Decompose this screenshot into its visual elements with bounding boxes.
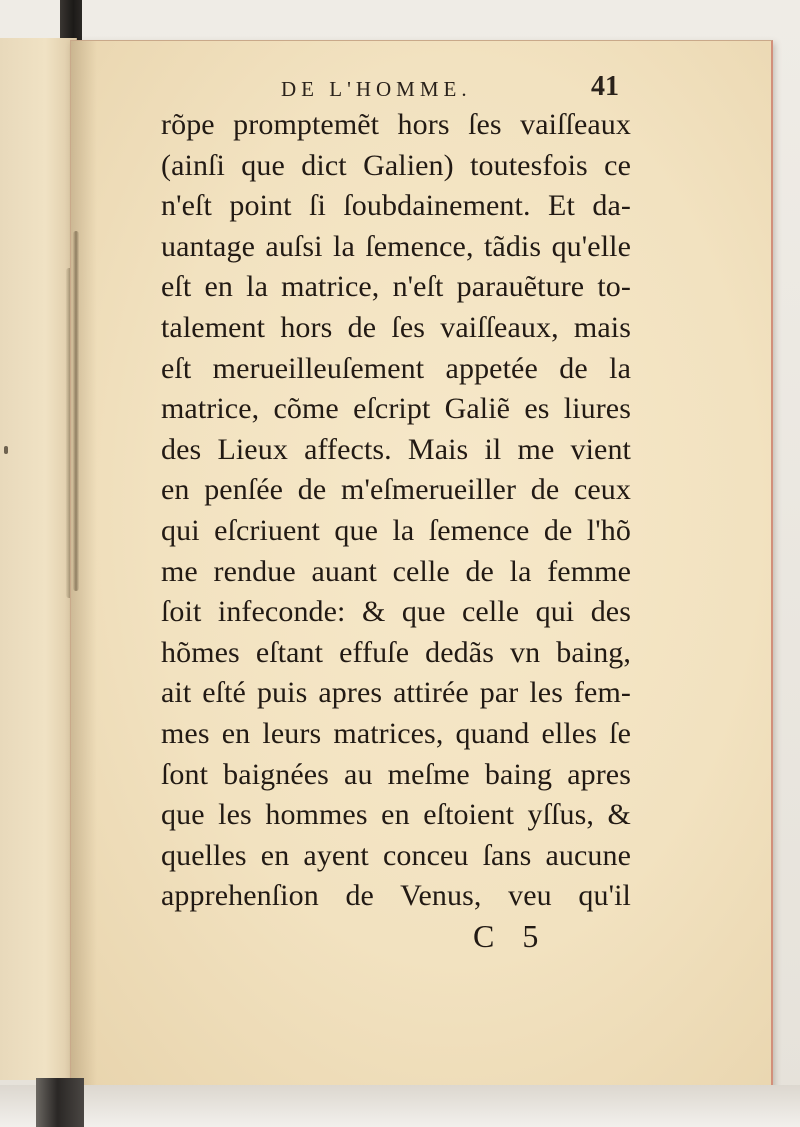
binding-bottom [36,1078,84,1127]
text-line: apprehenſion de Venus, veu qu'il [161,879,631,913]
gutter-fold-line [73,231,79,591]
text-line: uantage auſsi la ſemence, tãdis qu'elle [161,229,631,263]
text-line: ſoit infeconde: & que celle qui des [161,595,631,629]
body-text [161,105,631,917]
text-line: (ainſi que dict Galien) toutesfois ce [161,148,631,182]
page-number: 41 [591,71,619,102]
text-line: matrice, cõme eſcript Galiẽ es liures [161,392,631,426]
scan-background-bottom [0,1085,800,1127]
running-head: DE L'HOMME. [281,77,472,101]
text-line: talement hors de ſes vaiſſeaux, mais [161,310,631,344]
left-page-edge [0,38,77,1080]
text-line: qui eſcriuent que la ſemence de l'hõ [161,513,631,547]
text-line: n'eſt point ſi ſoubdainement. Et da- [161,189,631,223]
text-line: me rendue auant celle de la femme [161,554,631,588]
text-line: que les hommes en eſtoient yſſus, & [161,798,631,832]
text-line: des Lieux affects. Mais il me vient [161,432,631,466]
text-line: mes en leurs matrices, quand elles ſe [161,716,631,750]
text-line: ſont baignées au meſme baing apres [161,757,631,791]
signature-mark: C 5 [473,918,549,954]
text-line: eſt en la matrice, n'eſt parauẽture to- [161,270,631,304]
text-line: rõpe promptemẽt hors ſes vaiſſeaux [161,108,631,141]
text-line: quelles en ayent conceu ſans aucune [161,838,631,872]
text-line: eſt merueilleuſement appetée de la [161,351,631,385]
right-page [70,40,773,1088]
text-line: hõmes eſtant effuſe dedãs vn baing, [161,635,631,669]
text-line: en penſée de m'eſmerueiller de ceux [161,473,631,507]
left-page-mark [4,446,8,454]
text-line: ait eſté puis apres attirée par les fem- [161,676,631,710]
